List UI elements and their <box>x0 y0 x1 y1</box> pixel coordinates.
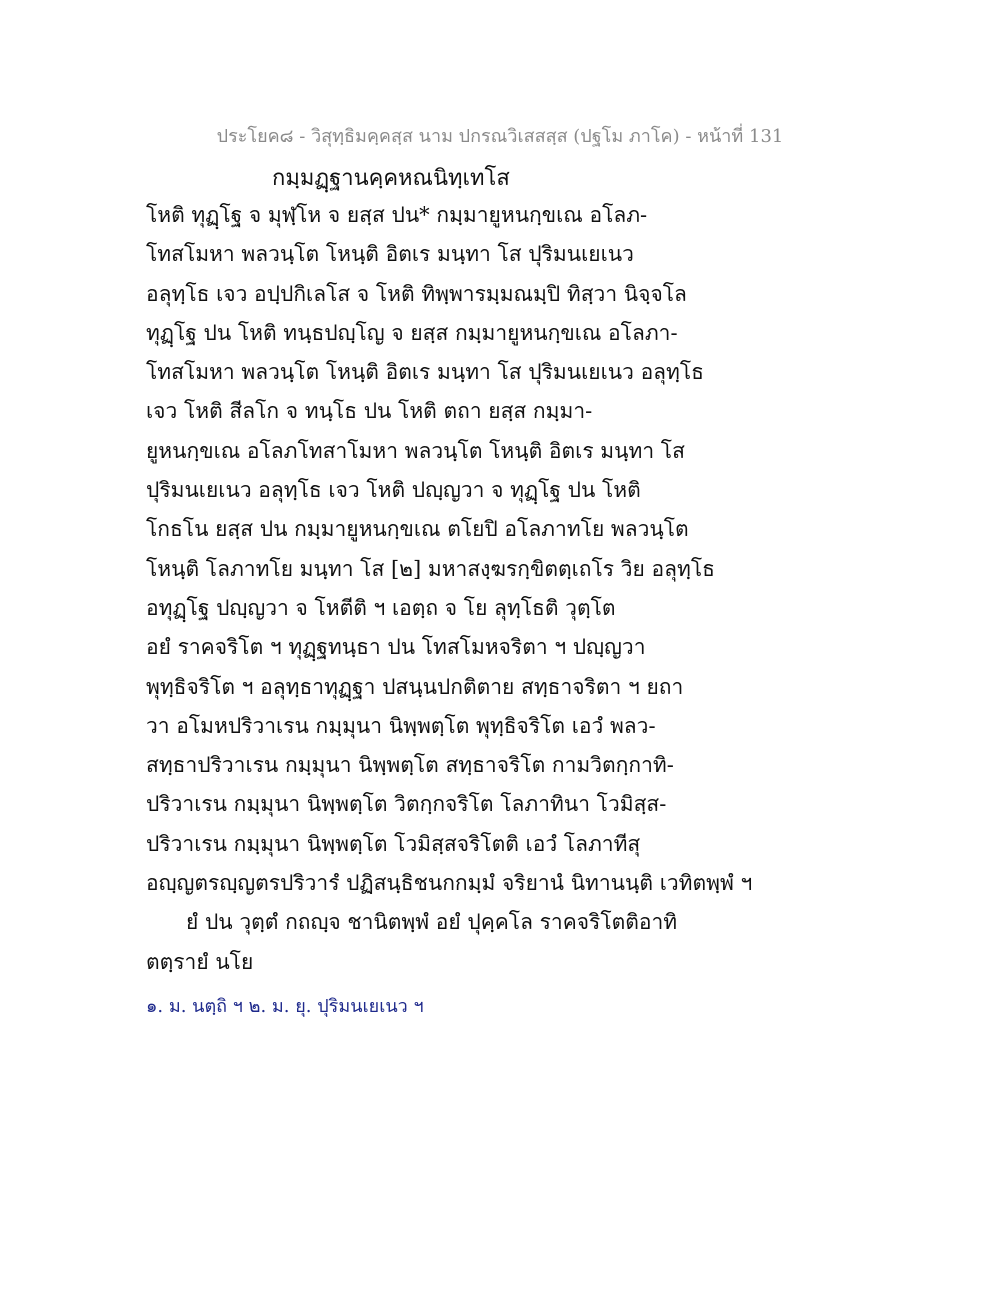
text-line: เจว โหติ สีลโก จ ทนฺโธ ปน โหติ ตถา ยสฺส กมฺมา- <box>146 399 593 424</box>
text-line: วา อโมหปริวาเรน กมฺมุนา นิพฺพตฺโต พุทฺธิจริโต เอวํ พลว- <box>146 713 656 738</box>
text-line: อญฺญตรญฺญตรปริวารํ ปฏิสนฺธิชนกกมฺมํ จริยานํ นิทานนฺติ เวทิตพฺพํ ฯ <box>146 871 753 896</box>
text-line: ทุฏฺโฐ ปน โหติ ทนฺธปญฺโญ จ ยสฺส กมฺมายูหนกฺขเณ อโลภา- <box>146 320 678 345</box>
text-line: โหติ ทุฏฺโฐ จ มุฬฺโห จ ยสฺส ปน* กมฺมายูหนกฺขเณ อโลภ- <box>146 203 648 227</box>
text-line: อลุทฺโธ เจว อปฺปกิเลโส จ โหติ ทิพฺพารมฺมณมฺปิ ทิสฺวา นิจฺจโล <box>146 281 687 306</box>
body-text <box>146 196 846 982</box>
text-line: โทสโมหา พลวนฺโต โหนฺติ อิตเร มนฺทา โส ปุริมนเยเนว <box>146 242 634 267</box>
text-line: ปริวาเรน กมฺมุนา นิพฺพตฺโต วิตกฺกจริโต โลภาทินา โวมิสฺส- <box>146 792 667 817</box>
text-line: ตตฺรายํ นโย <box>146 949 254 974</box>
text-line: ยูหนกฺขเณ อโลภโทสาโมหา พลวนฺโต โหนฺติ อิตเร มนฺทา โส <box>146 438 685 463</box>
footnote: ๑. ม. นตฺถิ ฯ ๒. ม. ยุ. ปุริมนเยเนว ฯ <box>146 996 424 1017</box>
text-line: สทฺธาปริวาเรน กมฺมุนา นิพฺพตฺโต สทฺธาจริโต กามวิตกฺกาทิ- <box>146 753 674 778</box>
text-line: โกธโน ยสฺส ปน กมฺมายูหนกฺขเณ ตโยปิ อโลภาทโย พลวนฺโต <box>146 517 689 542</box>
text-line: โทสโมหา พลวนฺโต โหนฺติ อิตเร มนฺทา โส ปุริมนเยเนว อลุทฺโธ <box>146 360 704 385</box>
text-line: อยํ ราคจริโต ฯ ทุฏฺฐทนฺธา ปน โทสโมหจริตา ฯ ปญฺญวา <box>146 635 646 660</box>
text-line: อทุฏฺโฐ ปญฺญวา จ โหตีติ ฯ เอตฺถ จ โย ลุทฺโธติ วุตฺโต <box>146 595 616 620</box>
text-line: โหนฺติ โลภาทโย มนฺทา โส [๒] มหาสงฺฆรกฺขิตตฺเถโร วิย อลุทฺโธ <box>146 556 715 581</box>
text-line: พุทฺธิจริโต ฯ อลุทฺธาทุฏฺฐา ปสนฺนปกติตาย สทฺธาจริตา ฯ ยถา <box>146 674 684 699</box>
text-line: ปริวาเรน กมฺมุนา นิพฺพตฺโต โวมิสฺสจริโตติ เอวํ โลภาทีสุ <box>146 831 641 856</box>
section-heading: กมฺมฏฺฐานคฺคหณนิทฺเทโส <box>272 166 510 191</box>
paragraph-start-line: ยํ ปน วุตฺตํ กถญฺจ ชานิตพฺพํ อยํ ปุคฺคโล ราคจริโตติอาทิ <box>186 910 678 935</box>
text-line: ปุริมนเยเนว อลุทฺโธ เจว โหติ ปญฺญวา จ ทุฏฺโฐ ปน โหติ <box>146 478 641 503</box>
running-header: ประโยค๘ - วิสุทฺธิมคฺคสฺส นาม ปกรณวิเสสสฺส (ปฐโม ภาโค) - หน้าที่ 131 <box>216 126 784 147</box>
